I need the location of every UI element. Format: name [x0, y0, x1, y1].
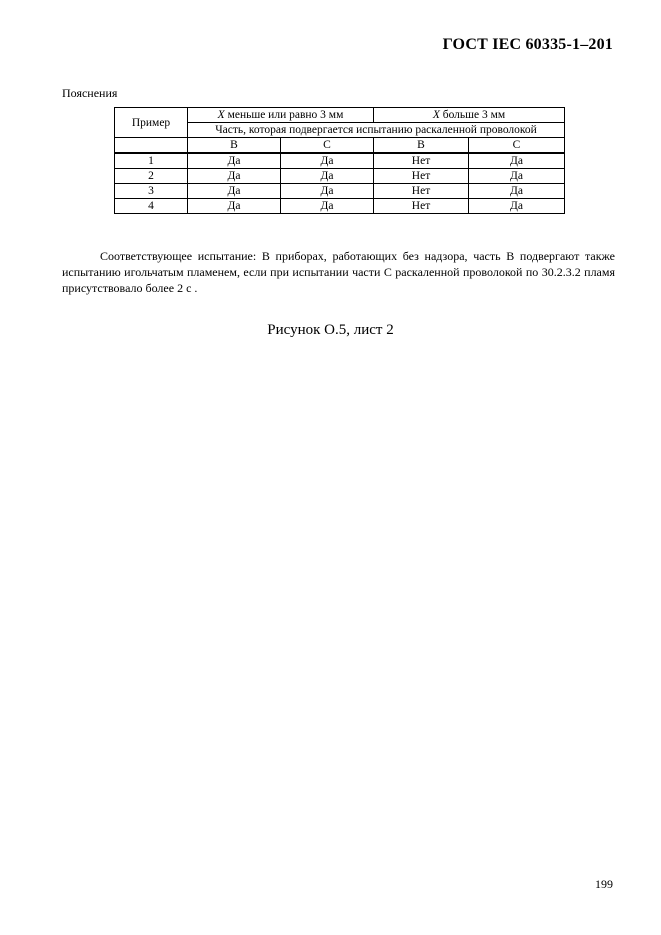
table-row — [115, 184, 565, 199]
blank-cell — [115, 138, 188, 154]
page-number: 199 — [595, 877, 613, 891]
table-cell: 2 — [115, 169, 188, 184]
table-cell: Нет — [374, 153, 469, 169]
document-header: ГОСТ IEC 60335-1–201 — [442, 36, 613, 53]
group-header-x-gt-3mm — [374, 108, 565, 123]
table-cell: Да — [469, 184, 565, 199]
table-cell: Да — [281, 169, 374, 184]
table-cell: 4 — [115, 199, 188, 214]
notes-label: Пояснения — [62, 86, 118, 100]
part-header: C — [469, 138, 565, 154]
table-cell: Нет — [374, 184, 469, 199]
table-cell: Да — [469, 169, 565, 184]
examples-table — [114, 107, 565, 214]
table-cell: Нет — [374, 199, 469, 214]
table-header-row-3 — [115, 138, 565, 154]
table-cell: Да — [188, 169, 281, 184]
paragraph-text: Соответствующее испытание: В приборах, работающих без надзора, часть В подвергают также испытанию игольчатым пламенем, если при испытании части С раскаленной проволокой по 30.2.3.2 пламя присутствовало более 2 с . — [62, 249, 615, 295]
table-header-row-1 — [115, 108, 565, 123]
table-cell: Да — [188, 184, 281, 199]
x-variable: X — [432, 109, 440, 121]
table-cell: Да — [469, 153, 565, 169]
figure-caption: Рисунок О.5, лист 2 — [267, 322, 394, 338]
part-header: C — [281, 138, 374, 154]
table-cell: 3 — [115, 184, 188, 199]
test-explanation-paragraph — [62, 248, 615, 296]
table-cell: 1 — [115, 153, 188, 169]
table-cell: Да — [281, 199, 374, 214]
table-cell: Да — [188, 199, 281, 214]
x-variable: X — [217, 109, 225, 121]
part-header: B — [374, 138, 469, 154]
table-cell: Да — [281, 153, 374, 169]
table-row — [115, 169, 565, 184]
group-header-text: меньше или равно 3 мм — [224, 109, 344, 121]
group-header-text: больше 3 мм — [439, 109, 506, 121]
table-row — [115, 199, 565, 214]
table-row — [115, 153, 565, 169]
part-header: B — [188, 138, 281, 154]
glow-wire-subheader: Часть, которая подвергается испытанию раскаленной проволокой — [188, 123, 565, 138]
table-cell: Да — [188, 153, 281, 169]
table-cell: Да — [281, 184, 374, 199]
group-header-x-le-3mm — [188, 108, 374, 123]
table-cell: Нет — [374, 169, 469, 184]
example-column-header: Пример — [115, 108, 188, 138]
table-cell: Да — [469, 199, 565, 214]
